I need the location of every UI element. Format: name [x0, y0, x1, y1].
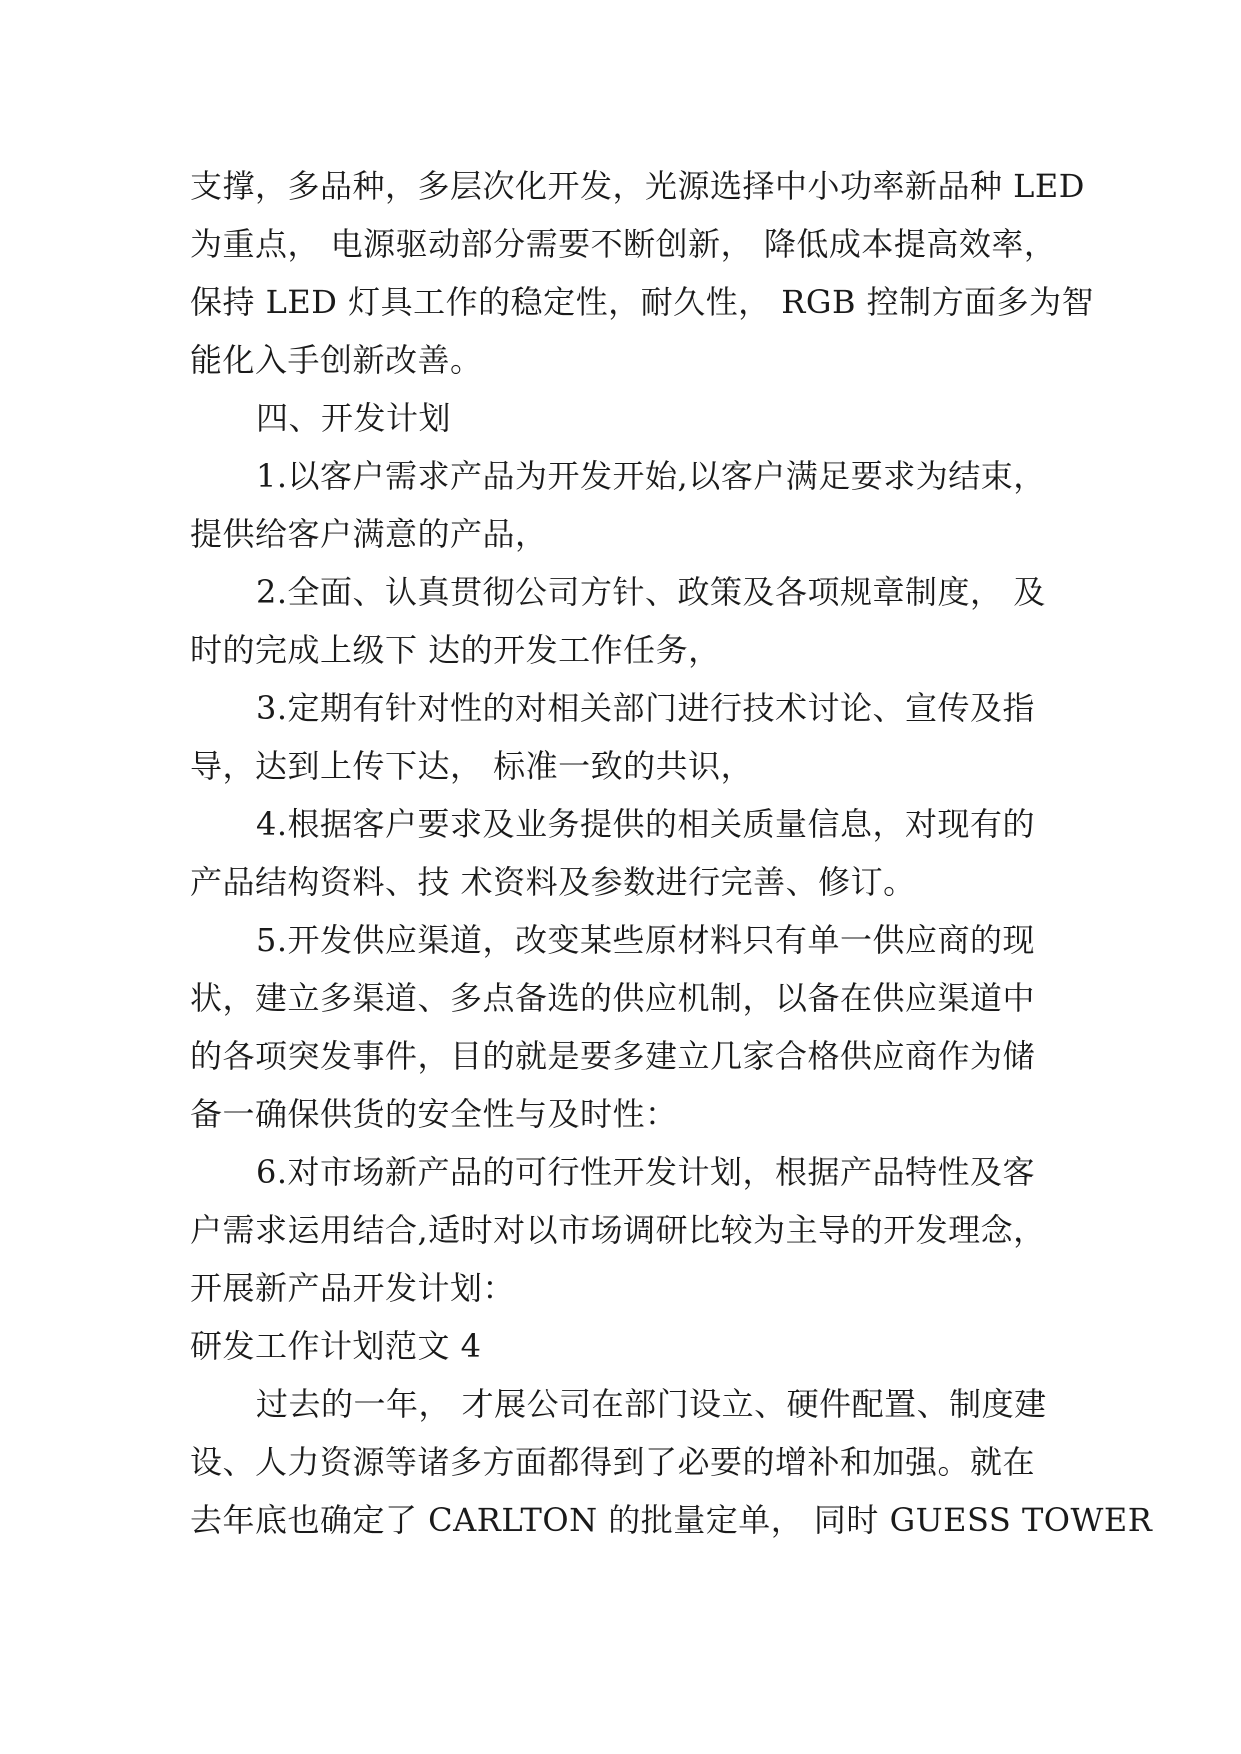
body-text-line: 去年底也确定了 CARLTON 的批量定单， 同时 GUESS TOWER [190, 1501, 1153, 1539]
list-item-text: 的各项突发事件，目的就是要多建立几家合格供应商作为储 [190, 1037, 1036, 1075]
list-item-text: 备一确保供货的安全性与及时性： [190, 1095, 678, 1133]
list-item-text: 1.以客户需求产品为开发开始,以客户满足要求为结束， [256, 457, 1046, 495]
body-text-line: 设、人力资源等诸多方面都得到了必要的增补和加强。就在 [190, 1443, 1036, 1481]
list-item-text: 3.定期有针对性的对相关部门进行技术讨论、宣传及指 [256, 689, 1036, 727]
list-item-text: 6.对市场新产品的可行性开发计划，根据产品特性及客 [256, 1153, 1036, 1191]
list-item-text: 开展新产品开发计划： [190, 1269, 516, 1307]
list-item-text: 状，建立多渠道、多点备选的供应机制，以备在供应渠道中 [190, 979, 1036, 1017]
list-item-text: 2.全面、认真贯彻公司方针、政策及各项规章制度， 及 [256, 573, 1046, 611]
body-text-line: 能化入手创新改善。 [190, 341, 483, 379]
body-text-line: 过去的一年， 才展公司在部门设立、硬件配置、制度建 [256, 1385, 1047, 1423]
list-item-text: 产品结构资料、技 术资料及参数进行完善、修订。 [190, 863, 916, 901]
body-text-line: 为重点， 电源驱动部分需要不断创新， 降低成本提高效率， [190, 225, 1057, 263]
list-item-text: 户需求运用结合,适时对以市场调研比较为主导的开发理念， [190, 1211, 1046, 1249]
body-text-line: 支撑，多品种，多层次化开发，光源选择中小功率新品种 LED [190, 167, 1085, 205]
list-item-text: 提供给客户满意的产品， [190, 515, 548, 553]
body-text-line: 保持 LED 灯具工作的稳定性，耐久性， RGB 控制方面多为智 [190, 283, 1095, 321]
section-title: 研发工作计划范文 4 [190, 1327, 482, 1365]
list-item-text: 导，达到上传下达， 标准一致的共识， [190, 747, 754, 785]
section-heading: 四、开发计划 [256, 399, 452, 437]
list-item-text: 时的完成上级下 达的开发工作任务， [190, 631, 721, 669]
list-item-text: 4.根据客户要求及业务提供的相关质量信息，对现有的 [256, 805, 1036, 843]
list-item-text: 5.开发供应渠道，改变某些原材料只有单一供应商的现 [256, 921, 1036, 959]
